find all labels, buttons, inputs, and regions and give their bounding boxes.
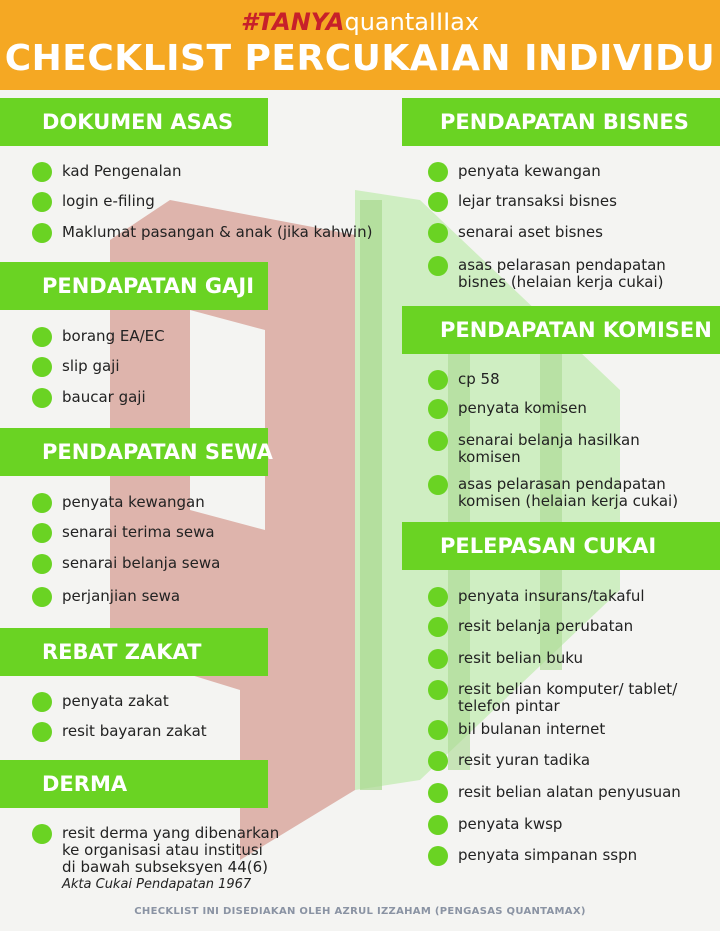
bullet-icon — [428, 370, 448, 390]
bullet-icon — [428, 720, 448, 740]
bullet-icon — [428, 587, 448, 607]
bullet-icon — [428, 783, 448, 803]
bullet-icon — [428, 475, 448, 495]
page-title: CHECKLIST PERCUKAIAN INDIVIDU — [4, 38, 716, 79]
section-header-rebat-zakat: REBAT ZAKAT — [0, 628, 268, 676]
bullet-icon — [428, 162, 448, 182]
derma-note: Akta Cukai Pendapatan 1967 — [62, 877, 252, 892]
section-header-pelepasan-cukai: PELEPASAN CUKAI — [402, 522, 720, 570]
brand-hashtag: #TANYA — [240, 8, 345, 36]
bullet-icon — [428, 815, 448, 835]
bullet-icon — [32, 587, 52, 607]
bullet-icon — [32, 357, 52, 377]
bullet-icon — [32, 223, 52, 243]
section-header-dokumen-asas: DOKUMEN ASAS — [0, 98, 268, 146]
footer-credit: CHECKLIST INI DISEDIAKAN OLEH AZRUL IZZAHAM (PENGASAS QUANTAMAX) — [134, 906, 586, 917]
bullet-icon — [32, 192, 52, 212]
bullet-icon — [428, 846, 448, 866]
section-header-pendapatan-sewa: PENDAPATAN SEWA — [0, 428, 268, 476]
bullet-icon — [428, 751, 448, 771]
bullet-icon — [32, 388, 52, 408]
bullet-icon — [32, 162, 52, 182]
bullet-icon — [428, 617, 448, 637]
bullet-icon — [32, 327, 52, 347]
bullet-icon — [32, 722, 52, 742]
bullet-icon — [428, 680, 448, 700]
bullet-icon — [428, 256, 448, 276]
bullet-icon — [428, 649, 448, 669]
brand-logo — [0, 8, 720, 36]
bullet-icon — [32, 824, 52, 844]
bullet-icon — [428, 431, 448, 451]
section-header-pendapatan-komisen: PENDAPATAN KOMISEN — [402, 306, 720, 354]
section-header-pendapatan-bisnes: PENDAPATAN BISNES — [402, 98, 720, 146]
bullet-icon — [428, 399, 448, 419]
bullet-icon — [32, 493, 52, 513]
bullet-icon — [32, 523, 52, 543]
bullet-icon — [32, 692, 52, 712]
header-banner — [0, 0, 720, 90]
brand-name: quantaIIIax — [344, 8, 480, 36]
bullet-icon — [428, 223, 448, 243]
section-header-derma: DERMA — [0, 760, 268, 808]
section-header-pendapatan-gaji: PENDAPATAN GAJI — [0, 262, 268, 310]
bullet-icon — [32, 554, 52, 574]
bullet-icon — [428, 192, 448, 212]
